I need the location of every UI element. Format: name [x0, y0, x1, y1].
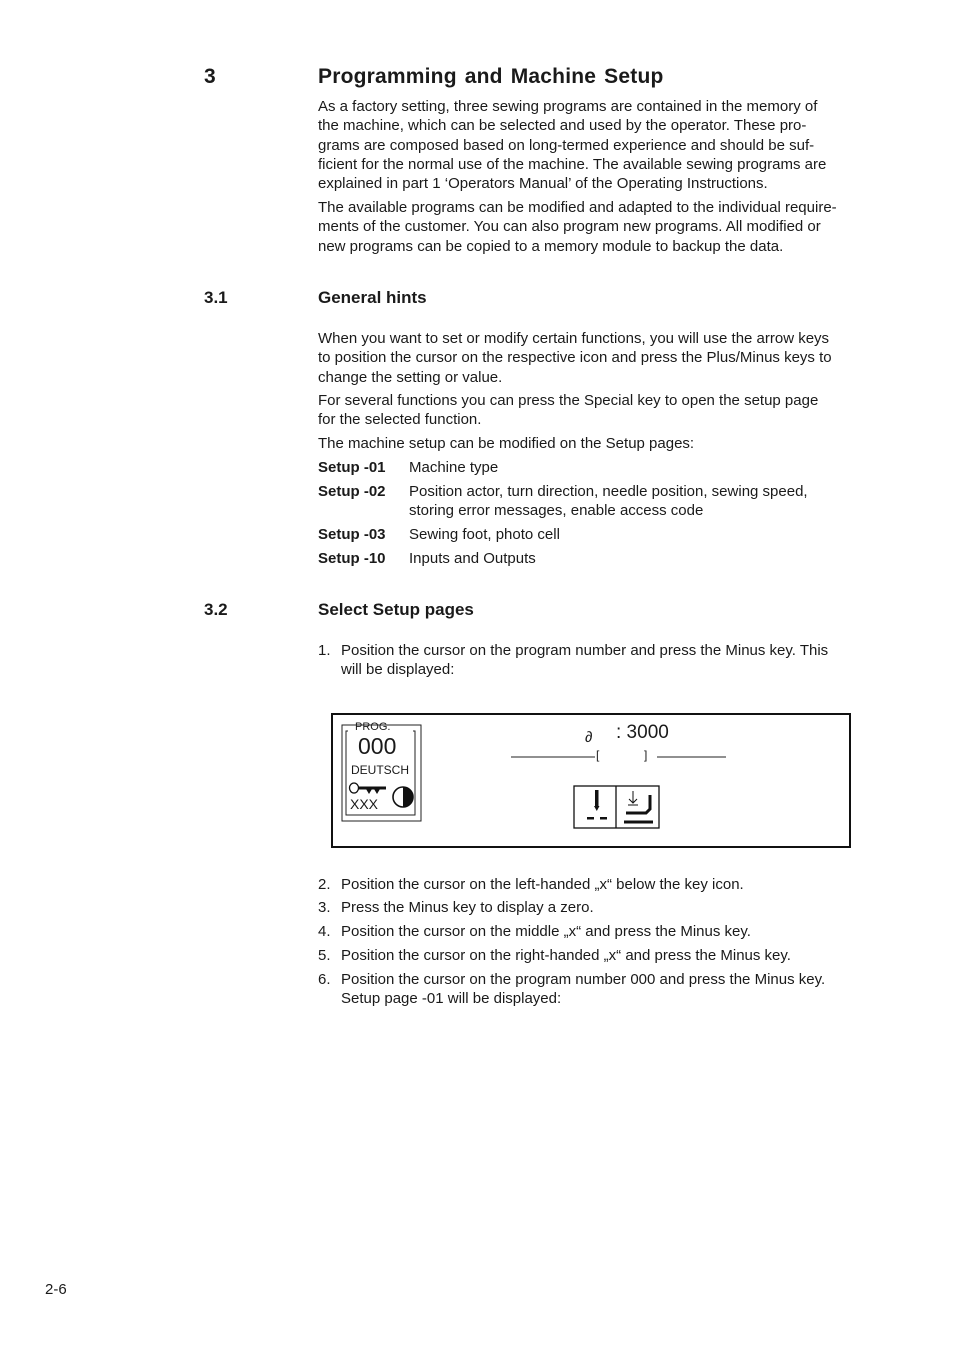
step-text [341, 875, 861, 894]
text-line: When you want to set or modify certain functions, you will use the arrow keys [318, 330, 830, 347]
setup-key: Setup -10 [318, 550, 386, 567]
step-text [341, 922, 861, 941]
step-number: 2. [318, 876, 331, 893]
text-line: Position the cursor on the middle „x“ and press the Minus key. [341, 923, 751, 940]
section-3-1-title: General hints [318, 288, 427, 307]
setup-key: Setup -01 [318, 459, 386, 476]
bracket-left: [ [596, 748, 600, 762]
section-3-title: Programming and Machine Setup [318, 65, 664, 88]
text-line: As a factory setting, three sewing programs are contained in the memory of [318, 98, 818, 115]
section-3-2-title: Select Setup pages [318, 600, 474, 619]
text-line: grams are composed based on long-termed experience and should be suf- [318, 136, 815, 154]
step-text [341, 898, 861, 917]
setup-key: Setup -02 [318, 483, 386, 500]
section-3-paragraph-2 [318, 198, 863, 256]
text-line: Machine type [409, 459, 499, 476]
setup-description [409, 458, 849, 477]
program-number[interactable]: 000 [358, 733, 397, 759]
text-line: for the selected function. [318, 411, 482, 429]
setup-key: Setup -03 [318, 526, 386, 543]
section-3-1-paragraph-1 [318, 329, 863, 387]
bracket-right: ] [644, 748, 648, 762]
step-number: 6. [318, 971, 331, 988]
step-number: 4. [318, 923, 331, 940]
text-line: Setup page -01 will be displayed: [341, 990, 562, 1008]
step-text [341, 946, 861, 965]
section-3-1-number: 3.1 [204, 288, 228, 307]
step-text [341, 970, 861, 1009]
section-3-2-number: 3.2 [204, 600, 228, 619]
text-line: Position the cursor on the program number 000 and press the Minus key. [341, 971, 826, 988]
section-3-1-paragraph-2 [318, 391, 863, 430]
speed-symbol: ∂ [585, 729, 593, 746]
text-line: change the setting or value. [318, 368, 503, 386]
key-icon [350, 783, 387, 794]
step-number: 5. [318, 947, 331, 964]
text-line: new programs can be copied to a memory module to backup the data. [318, 237, 784, 255]
text-line: storing error messages, enable access code [409, 502, 704, 520]
text-line: Position the cursor on the right-handed „x“ and press the Minus key. [341, 947, 791, 964]
step-number: 3. [318, 899, 331, 916]
text-line: For several functions you can press the Special key to open the setup page [318, 392, 819, 409]
text-line: Inputs and Outputs [409, 550, 536, 567]
text-line: Press the Minus key to display a zero. [341, 899, 594, 916]
sewing-foot-icon [624, 791, 653, 822]
text-line: Position the cursor on the left-handed „x“ below the key icon. [341, 876, 744, 893]
setup-description [409, 549, 849, 568]
control-panel-display [331, 713, 851, 848]
step-number: 1. [318, 642, 331, 659]
needle-position-icon [587, 790, 607, 820]
text-line: explained in part 1 ‘Operators Manual’ of the Operating Instructions. [318, 175, 768, 193]
setup-description [409, 482, 849, 521]
half-circle-icon [393, 787, 413, 807]
text-line: will be displayed: [341, 661, 455, 679]
text-line: ments of the customer. You can also program new programs. All modified or [318, 218, 821, 236]
text-line: Position actor, turn direction, needle position, sewing speed, [409, 483, 808, 500]
language-label: DEUTSCH [351, 763, 410, 777]
setup-description [409, 525, 849, 544]
speed-value[interactable]: : 3000 [616, 722, 669, 743]
text-line: ficient for the normal use of the machine. The available sewing programs are [318, 155, 827, 173]
prog-label: PROG. [355, 721, 391, 733]
text-line: the machine, which can be selected and used by the operator. These pro- [318, 117, 807, 135]
step-text [341, 641, 861, 680]
text-line: Sewing foot, photo cell [409, 526, 560, 543]
section-3-1-paragraph-3: The machine setup can be modified on the Setup pages: [318, 435, 695, 452]
text-line: to position the cursor on the respective icon and press the Plus/Minus keys to [318, 349, 832, 367]
text-line: Position the cursor on the program number and press the Minus key. This [341, 642, 829, 659]
section-3-paragraph-1 [318, 97, 863, 193]
page-number: 2-6 [45, 1281, 67, 1298]
section-3-number: 3 [204, 65, 216, 88]
text-line: The available programs can be modified and adapted to the individual require- [318, 199, 837, 216]
access-code[interactable]: XXX [350, 796, 379, 812]
